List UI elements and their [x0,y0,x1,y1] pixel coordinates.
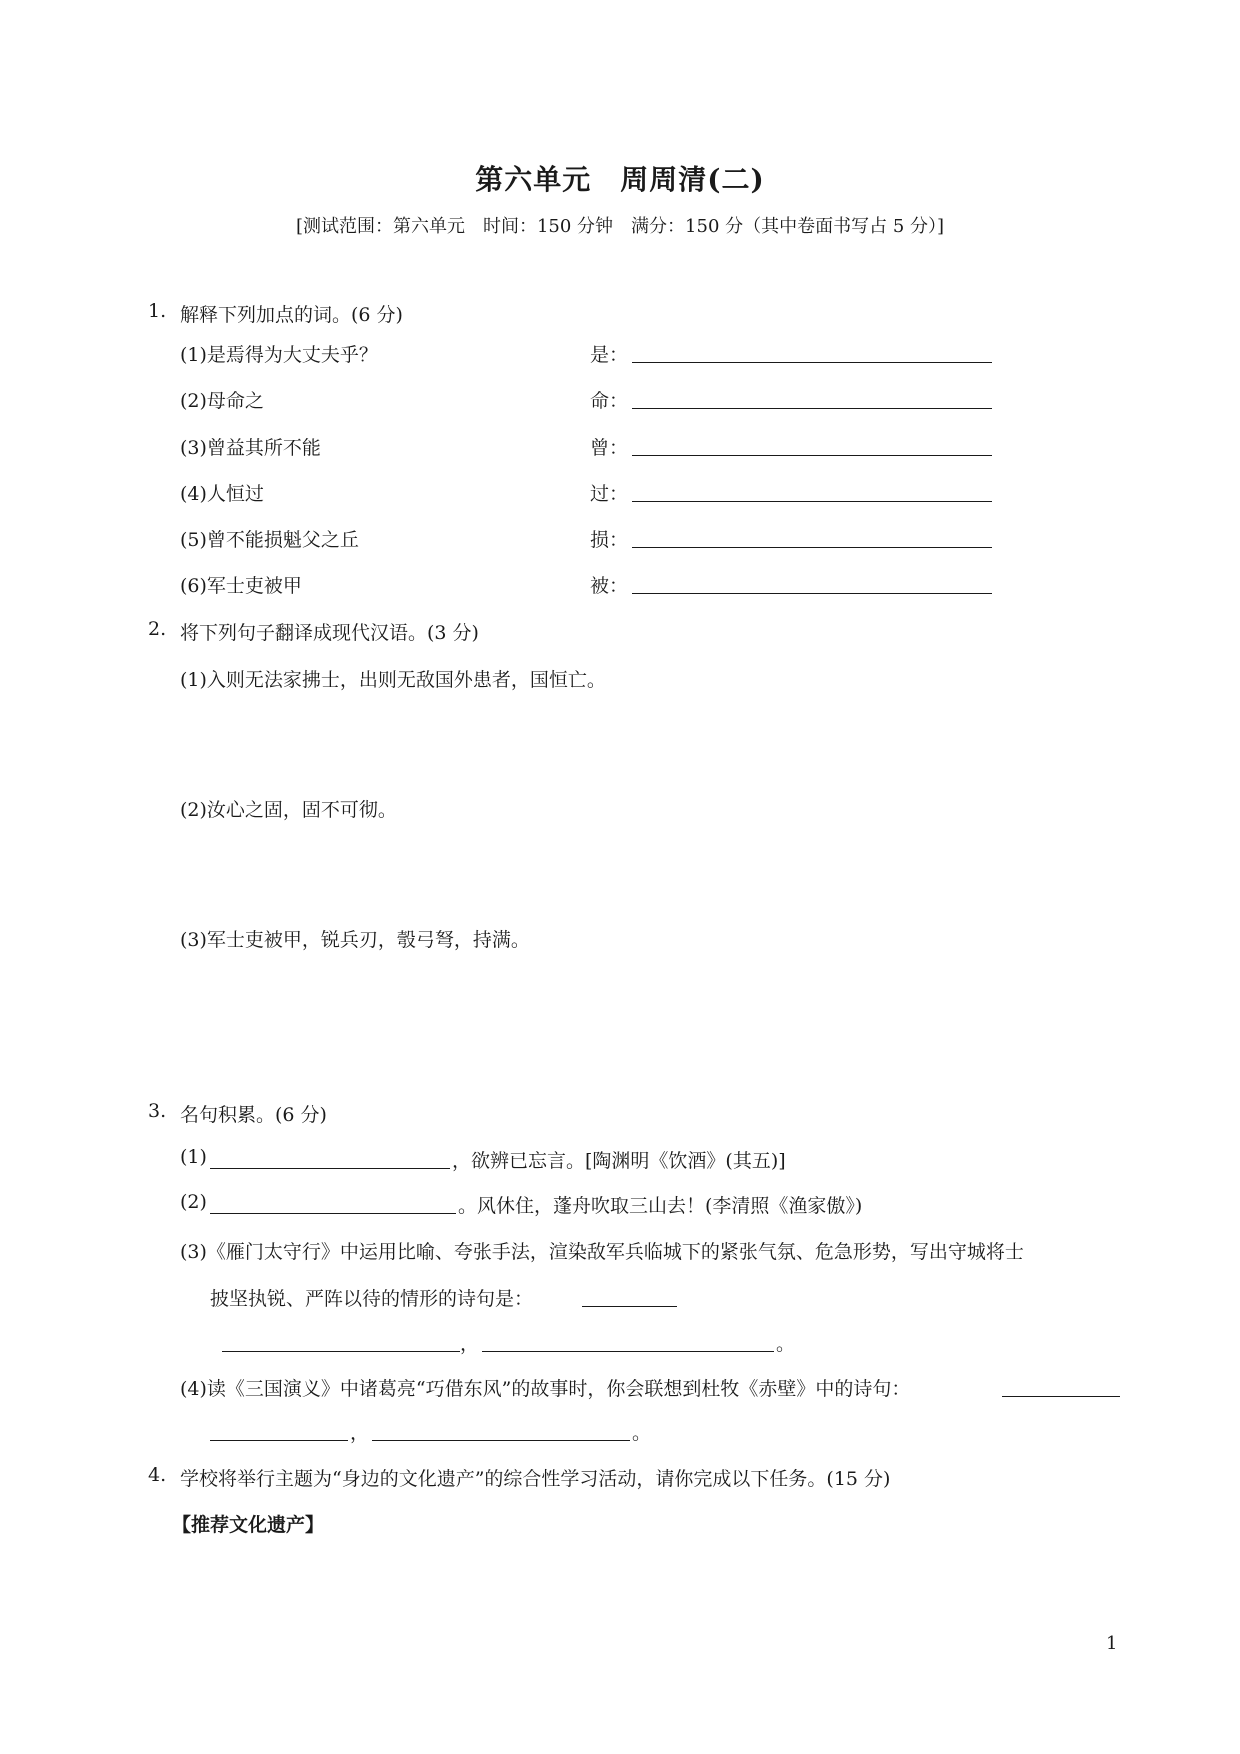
q3-answer-1[interactable] [210,1150,450,1169]
q2-prompt: 将下列句子翻译成现代汉语。(3 分) [180,622,479,644]
q3-item-4-text: (4)读《三国演义》中诸葛亮“巧借东风”的故事时，你会联想到杜牧《赤壁》中的诗句： [180,1378,911,1400]
q3-item-2-text: 。风休住，蓬舟吹取三山去！(李清照《渔家傲》) [458,1195,863,1217]
q1-answer-1[interactable] [632,344,992,363]
page-number: 1 [1106,1633,1118,1654]
q1-item-4: (4)人恒过 [180,483,264,505]
q3-item-3-text: (3)《雁门太守行》中运用比喻、夸张手法，渲染敌军兵临城下的紧张气氛、危急形势，写出守城将士 [180,1241,1024,1263]
q3-answer-4c[interactable] [372,1422,630,1441]
test-info: [测试范围：第六单元 时间：150 分钟 满分：150 分（其中卷面书写占 5 分）] [295,216,945,237]
q3-item-4-end: 。 [632,1422,652,1444]
q3-answer-2[interactable] [210,1195,456,1214]
q3-prompt: 名句积累。(6 分) [180,1104,327,1126]
q1-answer-5[interactable] [632,529,992,548]
q3-answer-3a[interactable] [582,1288,677,1307]
q1-item-1-word: 是： [590,344,629,366]
q3-number: 3. [148,1100,167,1122]
page-title: 第六单元 周周清(二) [475,163,765,196]
q1-item-3-word: 曾： [590,437,629,459]
q3-item-2-label: (2) [180,1191,207,1213]
q3-answer-3b[interactable] [222,1333,460,1352]
q3-item-4-comma: ， [350,1422,370,1444]
q1-prompt: 解释下列加点的词。(6 分) [180,304,403,326]
q3-item-3-prompt: 披坚执锐、严阵以待的情形的诗句是： [210,1288,534,1310]
q1-answer-4[interactable] [632,483,992,502]
q1-item-5: (5)曾不能损魁父之丘 [180,529,359,551]
q1-item-3: (3)曾益其所不能 [180,437,321,459]
q1-item-4-word: 过： [590,483,629,505]
q3-item-1-text: ，欲辨已忘言。[陶渊明《饮酒》(其五)] [452,1150,786,1172]
q2-number: 2. [148,618,167,640]
q1-answer-2[interactable] [632,390,992,409]
q3-item-3-end: 。 [776,1333,796,1355]
q3-item-3-comma: ， [460,1333,480,1355]
q1-item-6-word: 被： [590,575,629,597]
q3-answer-3c[interactable] [482,1333,774,1352]
q3-answer-4a[interactable] [1002,1378,1120,1397]
q1-answer-3[interactable] [632,437,992,456]
q4-number: 4. [148,1464,167,1486]
q1-item-5-word: 损： [590,529,629,551]
q2-item-1: (1)入则无法家拂士，出则无敌国外患者，国恒亡。 [180,669,606,691]
q1-item-2-word: 命： [590,390,629,412]
q1-answer-6[interactable] [632,575,992,594]
q1-item-2: (2)母命之 [180,390,264,412]
q3-item-1-label: (1) [180,1146,207,1168]
q1-item-1: (1)是焉得为大丈夫乎？ [180,344,378,366]
q4-prompt: 学校将举行主题为“身边的文化遗产”的综合性学习活动，请你完成以下任务。(15 分) [180,1468,891,1490]
q2-item-3: (3)军士吏被甲，锐兵刃，彀弓弩，持满。 [180,929,530,951]
q3-answer-4b[interactable] [210,1422,348,1441]
q1-number: 1. [148,300,167,322]
q2-item-2: (2)汝心之固，固不可彻。 [180,799,397,821]
q1-item-6: (6)军士吏被甲 [180,575,302,597]
q4-section-heading: 【推荐文化遗产】 [172,1514,325,1536]
